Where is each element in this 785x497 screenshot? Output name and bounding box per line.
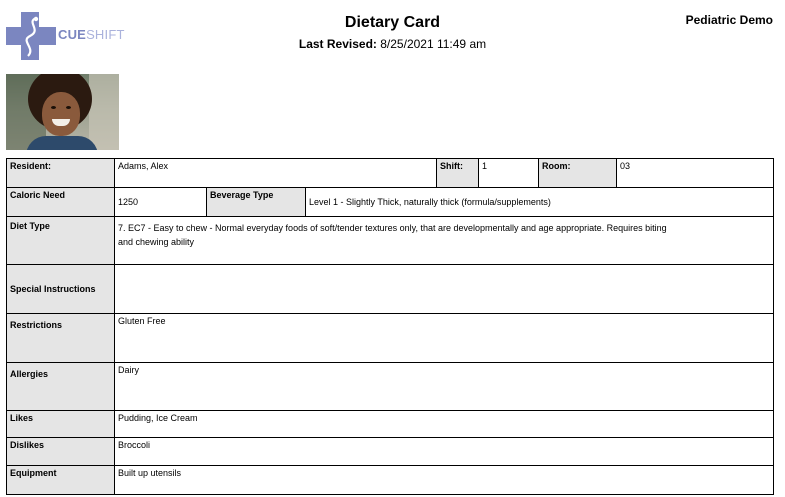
logo-text-cue: CUE — [58, 27, 87, 42]
special-instructions-label: Special Instructions — [7, 265, 115, 314]
restrictions-value: Gluten Free — [115, 314, 774, 363]
equipment-value: Built up utensils — [115, 466, 774, 495]
last-revised-value: 8/25/2021 11:49 am — [380, 37, 487, 51]
dietary-card-table — [6, 158, 774, 495]
special-instructions-row — [7, 265, 774, 314]
allergies-value: Dairy — [115, 363, 774, 411]
diet-type-row — [7, 217, 774, 265]
dislikes-label: Dislikes — [7, 438, 115, 466]
beverage-type-label: Beverage Type — [207, 188, 306, 217]
diet-type-value: 7. EC7 - Easy to chew - Normal everyday foods of soft/tender textures only, that are developmentally and age appropriate. Requires biting and chewing ability — [115, 217, 774, 265]
special-instructions-value — [115, 265, 774, 314]
logo-text-shift: SHIFT — [86, 27, 125, 42]
facility-name: Pediatric Demo — [685, 13, 773, 27]
shift-label: Shift: — [437, 159, 479, 188]
caloric-need-value: 1250 — [115, 188, 207, 217]
room-value: 03 — [617, 159, 774, 188]
page-title: Dietary Card — [344, 14, 441, 31]
resident-row — [7, 159, 774, 188]
beverage-type-value: Level 1 - Slightly Thick, naturally thick (formula/supplements) — [306, 188, 774, 217]
last-revised — [0, 37, 785, 51]
dislikes-value: Broccoli — [115, 438, 774, 466]
dislikes-row — [7, 438, 774, 466]
restrictions-label: Restrictions — [7, 314, 115, 363]
room-label: Room: — [539, 159, 617, 188]
equipment-label: Equipment — [7, 466, 115, 495]
allergies-label: Allergies — [7, 363, 115, 411]
likes-label: Likes — [7, 411, 115, 438]
diet-type-label: Diet Type — [7, 217, 115, 265]
resident-photo — [6, 74, 119, 150]
caloric-need-label: Caloric Need — [7, 188, 115, 217]
allergies-row — [7, 363, 774, 411]
equipment-row — [7, 466, 774, 495]
restrictions-row — [7, 314, 774, 363]
resident-label: Resident: — [7, 159, 115, 188]
last-revised-label: Last Revised: — [298, 37, 377, 51]
caloric-row — [7, 188, 774, 217]
likes-value: Pudding, Ice Cream — [115, 411, 774, 438]
likes-row — [7, 411, 774, 438]
shift-value: 1 — [479, 159, 539, 188]
resident-value: Adams, Alex — [115, 159, 437, 188]
